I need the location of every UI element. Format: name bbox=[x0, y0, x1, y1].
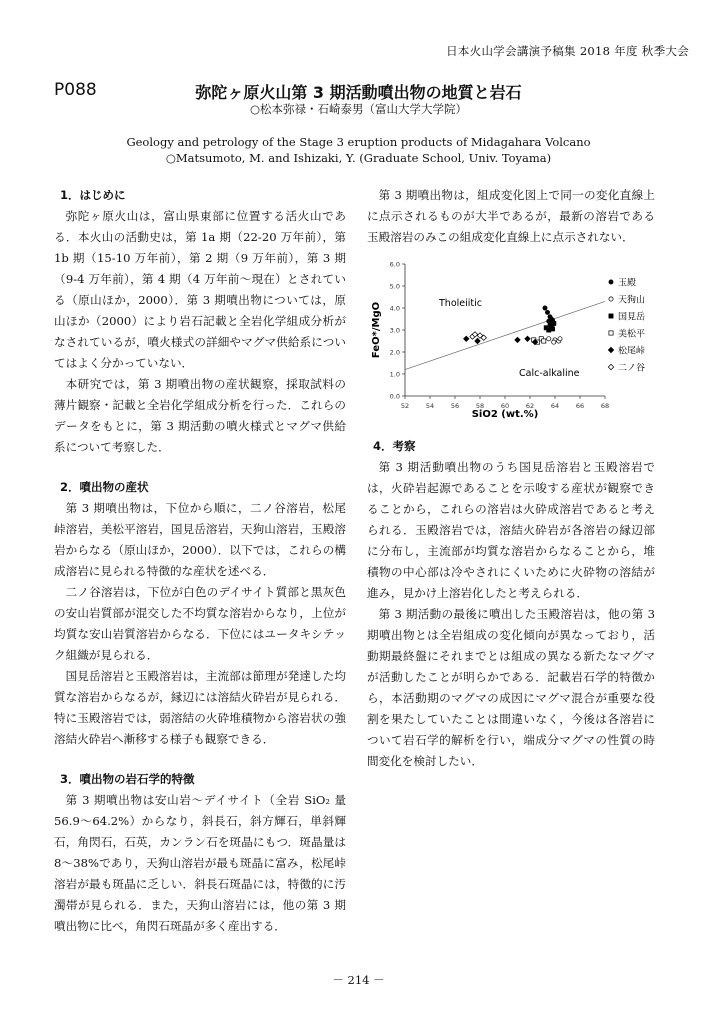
data-points bbox=[464, 306, 563, 345]
y-tick-label: 2.0 bbox=[389, 348, 400, 357]
section-1-heading: 1．はじめに bbox=[60, 188, 126, 202]
authors-english: ○Matsumoto, M. and Ishizaki, Y. (Graduate School, Univ. Toyama) bbox=[165, 151, 552, 165]
section-2-paragraph-2: 二ノ谷溶岩は，下位が白色のデイサイト質部と黒灰色の安山岩質部が混交した不均質な溶岩からなり，上位が均質な安山岩質溶岩からなる．下位にはユータキシテック組織が見られる． bbox=[54, 585, 346, 662]
left-column bbox=[54, 185, 346, 937]
legend-label: 二ノ谷 bbox=[618, 363, 646, 374]
y-tick-label: 6.0 bbox=[389, 260, 400, 269]
x-tick-label: 54 bbox=[425, 402, 435, 410]
y-tick-label: 0.0 bbox=[389, 392, 400, 401]
section-4-paragraph-2: 第 3 期活動の最後に噴出した玉殿溶岩は，他の第 3 期噴出物とは全岩組成の変化傾向が異なっており，活動期最終盤にそれまでとは組成の異なる新たなマグマが活動したことが明らかである．記載岩石学的特徴から，本活動期のマグマの成因にマグマ混合が重要な役割を果たしていたことは間違いなく，今後は各溶岩について岩石学的解析を行い，端成分マグマの性質の時間変化を検討したい． bbox=[367, 607, 655, 768]
data-point bbox=[475, 338, 480, 343]
x-tick-label: 68 bbox=[600, 402, 610, 410]
x-axis-label: SiO2 (wt.%) bbox=[471, 409, 539, 419]
legend-marker bbox=[609, 280, 613, 284]
x-tick-label: 52 bbox=[400, 402, 410, 410]
legend-label: 美松平 bbox=[618, 329, 646, 340]
data-point bbox=[543, 306, 547, 310]
section-1-paragraph-1: 弥陀ヶ原火山は，富山県東部に位置する活火山である．本火山の活動史は，第 1a 期（22-20 万年前），第 1b 期（15-10 万年前），第 2 期（9 万年前），第 3 期（9-4 万年前），第 4 期（4 万年前〜現在）とされている（原山ほか，2000）．第 3 期噴出物については，原山ほか（2000）により岩石記載と全岩化学組成分析がなされているが，噴火様式の詳細やマグマ供給系についてはよく分かっていない． bbox=[54, 209, 346, 370]
legend-marker bbox=[608, 347, 613, 352]
page-number: － 214 － bbox=[332, 973, 385, 987]
section-3-paragraph-2: 第 3 期噴出物は，組成変化図上で同一の変化直線上に点示されるものが大半であるが，最新の溶岩である玉殿溶岩のみこの組成変化直線上に点示されない． bbox=[367, 188, 655, 244]
legend bbox=[608, 278, 645, 374]
data-point bbox=[547, 337, 551, 341]
section-2-paragraph-1: 第 3 期噴出物は，下位から順に，二ノ谷溶岩，松尾峠溶岩，美松平溶岩，国見岳溶岩，天狗山溶岩，玉殿溶岩からなる（原山ほか，2000）．以下では，これらの構成溶岩に見られる特徴的な産状を述べる． bbox=[54, 501, 346, 578]
y-axis-label: FeO*/MgO bbox=[371, 301, 382, 359]
title-japanese: 弥陀ヶ原火山第 3 期活動噴出物の地質と岩石 bbox=[195, 83, 522, 102]
section-2-heading: 2．噴出物の産状 bbox=[60, 480, 149, 494]
legend-marker bbox=[609, 314, 613, 318]
authors-japanese: ○松本弥禄・石崎泰男（富山大学大学院） bbox=[249, 102, 468, 116]
legend-marker bbox=[609, 297, 613, 301]
section-2-paragraph-3: 国見岳溶岩と玉殿溶岩は，主流部は節理が発達した均質な溶岩からなるが，縁辺には溶結火砕岩が見られる．特に玉殿溶岩では，弱溶結の火砕堆積物から溶岩状の強溶結火砕岩へ漸移する様子も観察できる． bbox=[54, 669, 346, 746]
y-tick-label: 3.0 bbox=[389, 326, 400, 335]
data-point bbox=[542, 339, 546, 343]
section-3-paragraph-1: 第 3 期噴出物は安山岩〜デイサイト（全岩 SiO₂ 量 56.9〜64.2%）からなり，斜長石，斜方輝石，単斜輝石，角閃石，石英，カンラン石を斑晶にもつ．斑晶量は 8〜38%であり，天狗山溶岩が最も斑晶に富み，松尾峠溶岩が最も斑晶に乏しい．斜長石斑晶には，特徴的に汚濁帯が見られる．また，天狗山溶岩には，他の第 3 期噴出物に比べ，角閃石斑晶が多く産出する． bbox=[54, 793, 346, 933]
section-4-paragraph-1: 第 3 期活動噴出物のうち国見岳溶岩と玉殿溶岩では，火砕岩起源であることを示唆する産状が観察できることから，これらの溶岩は火砕成溶岩であると考えられる．玉殿溶岩では，溶結火砕岩が各溶岩の縁辺部に分布し，主流部が均質な溶岩からなることから，堆積物の中心部は冷やされにくいために火砕物の溶結が進み，見かけ上溶岩化したと考えられる． bbox=[367, 460, 655, 600]
data-point bbox=[515, 337, 520, 342]
x-tick-label: 60 bbox=[500, 402, 510, 410]
x-tick-labels bbox=[401, 396, 609, 410]
legend-marker bbox=[609, 331, 613, 335]
section-3-heading: 3．噴出物の岩石学的特徴 bbox=[60, 772, 195, 786]
presentation-id: P088 bbox=[54, 80, 97, 100]
x-tick-label: 62 bbox=[525, 402, 535, 410]
right-column bbox=[367, 185, 655, 772]
legend-label: 天狗山 bbox=[618, 295, 646, 306]
legend-label: 松尾峠 bbox=[618, 346, 646, 357]
chart-container bbox=[367, 254, 655, 426]
y-tick-label: 1.0 bbox=[389, 370, 400, 379]
legend-label: 国見岳 bbox=[618, 312, 646, 323]
annotation-calc-alkaline: Calc-alkaline bbox=[519, 368, 580, 379]
conference-header: 日本火山学会講演予稿集 2018 年度 秋季大会 bbox=[446, 44, 689, 58]
data-point bbox=[545, 310, 549, 314]
data-point bbox=[525, 336, 530, 341]
section-4-heading: 4．考察 bbox=[373, 439, 416, 453]
title-english: Geology and petrology of the Stage 3 eruption products of Midagahara Volcano bbox=[126, 135, 591, 149]
y-tick-labels bbox=[390, 261, 405, 401]
legend-label: 玉殿 bbox=[618, 278, 637, 289]
data-point bbox=[558, 337, 562, 341]
legend-marker bbox=[608, 364, 613, 369]
data-point bbox=[549, 317, 553, 321]
boundary-line bbox=[405, 301, 605, 369]
annotation-tholeiitic: Tholeiitic bbox=[439, 298, 482, 309]
data-point bbox=[550, 327, 554, 331]
y-tick-label: 5.0 bbox=[389, 282, 400, 291]
x-tick-label: 56 bbox=[450, 402, 460, 410]
x-tick-label: 58 bbox=[475, 402, 485, 410]
data-point bbox=[464, 336, 469, 341]
data-point bbox=[552, 340, 556, 344]
x-tick-label: 64 bbox=[550, 402, 560, 410]
boundary-line-group bbox=[405, 301, 605, 369]
y-tick-label: 4.0 bbox=[389, 304, 400, 313]
data-point bbox=[552, 321, 556, 325]
x-tick-label: 66 bbox=[575, 402, 585, 410]
section-1-paragraph-2: 本研究では，第 3 期噴出物の産状観察，採取試料の薄片観察・記載と全岩化学組成分析を行った．これらのデータをもとに，第 3 期活動の噴火様式とマグマ供給系について考察した． bbox=[54, 377, 346, 454]
feo-mgo-sio2-chart bbox=[367, 254, 655, 419]
